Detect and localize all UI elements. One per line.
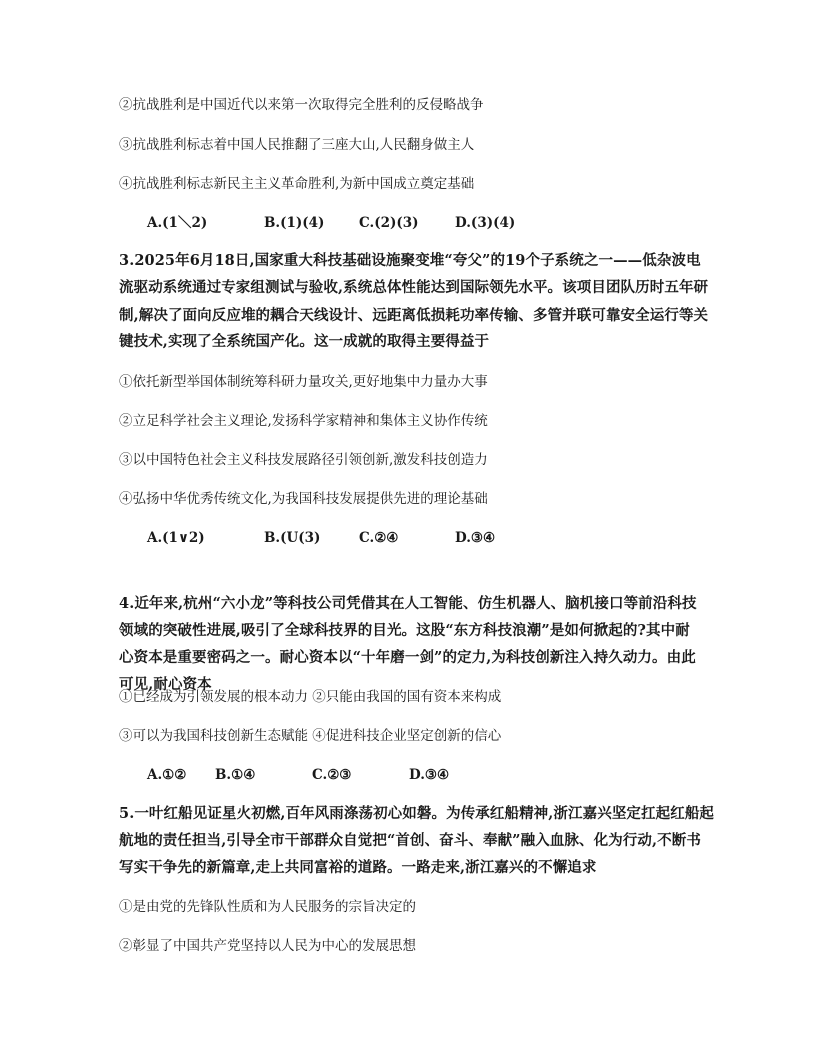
- q2-item-4: ④抗战胜利标志新民主主义革命胜利,为新中国成立奠定基础: [119, 176, 475, 192]
- q4-option-c[interactable]: C.②③: [312, 767, 352, 783]
- q3-stem-line-1: 3.2025年6月18日,国家重大科技基础设施聚变堆“夸父”的19个子系统之一——低杂波电: [119, 252, 701, 269]
- q3-item-3: ③以中国特色社会主义科技发展路径引领创新,激发科技创造力: [119, 452, 488, 468]
- q3-stem-line-3: 制,解决了面向反应堆的耦合天线设计、远距离低损耗功率传输、多管并联可靠安全运行等关: [119, 307, 709, 324]
- q4-stem-line-1: 4.近年来,杭州“六小龙”等科技公司凭借其在人工智能、仿生机器人、脑机接口等前沿科技: [119, 595, 697, 612]
- q3-item-4: ④弘扬中华优秀传统文化,为我国科技发展提供先进的理论基础: [119, 491, 488, 507]
- q4-stem-line-4: 可见,耐心资本: [119, 676, 212, 693]
- q3-item-2: ②立足科学社会主义理论,发扬科学家精神和集体主义协作传统: [119, 413, 488, 429]
- q2-item-3: ③抗战胜利标志着中国人民推翻了三座大山,人民翻身做主人: [119, 137, 475, 153]
- q4-stem-line-3: 心资本是重要密码之一。耐心资本以“十年磨一剑”的定力,为科技创新注入持久动力。由此: [119, 649, 696, 666]
- q2-option-d[interactable]: D.(3)(4): [455, 215, 516, 231]
- q5-stem-line-3: 写实干争先的新篇章,走上共同富裕的道路。一路走来,浙江嘉兴的不懈追求: [119, 859, 597, 876]
- q3-stem-line-4: 键技术,实现了全系统国产化。这一成就的取得主要得益于: [119, 333, 490, 350]
- q3-stem-line-2: 流驱动系统通过专家组测试与验收,系统总体性能达到国际领先水平。该项目团队历时五年研: [119, 279, 709, 296]
- q2-option-c[interactable]: C.(2)(3): [359, 215, 419, 231]
- q4-option-b[interactable]: B.①④: [215, 767, 256, 783]
- q3-option-d[interactable]: D.③④: [455, 530, 496, 546]
- q2-option-b[interactable]: B.(1)(4): [264, 215, 325, 231]
- q3-option-b[interactable]: B.(U(3): [264, 530, 321, 546]
- q5-stem-line-2: 航地的责任担当,引导全市干部群众自觉把“首创、奋斗、奉献”融入血脉、化为行动,不断书: [119, 832, 701, 849]
- q3-option-a[interactable]: A.(1∨2): [147, 530, 205, 546]
- q5-item-2: ②彰显了中国共产党坚持以人民为中心的发展思想: [119, 938, 416, 954]
- q4-option-d[interactable]: D.③④: [409, 767, 450, 783]
- q4-option-a[interactable]: A.①②: [147, 767, 187, 783]
- q4-items-line-1: ①已经成为引领发展的根本动力 ②只能由我国的国有资本来构成: [119, 689, 502, 705]
- q3-item-1: ①依托新型举国体制统筹科研力量攻关,更好地集中力量办大事: [119, 374, 488, 390]
- q5-item-1: ①是由党的先锋队性质和为人民服务的宗旨决定的: [119, 899, 416, 915]
- q2-item-2: ②抗战胜利是中国近代以来第一次取得完全胜利的反侵略战争: [119, 97, 484, 113]
- q5-stem-line-1: 5.一叶红船见证星火初燃,百年风雨涤荡初心如磐。为传承红船精神,浙江嘉兴坚定扛起红船起: [119, 805, 715, 822]
- q3-option-c[interactable]: C.②④: [359, 530, 399, 546]
- q4-items-line-2: ③可以为我国科技创新生态赋能 ④促进科技企业坚定创新的信心: [119, 728, 502, 744]
- q4-stem-line-2: 领域的突破性进展,吸引了全球科技界的目光。这股“东方科技浪潮”是如何掀起的?其中耐: [119, 622, 690, 639]
- q2-option-a[interactable]: A.(1＼2): [147, 215, 208, 231]
